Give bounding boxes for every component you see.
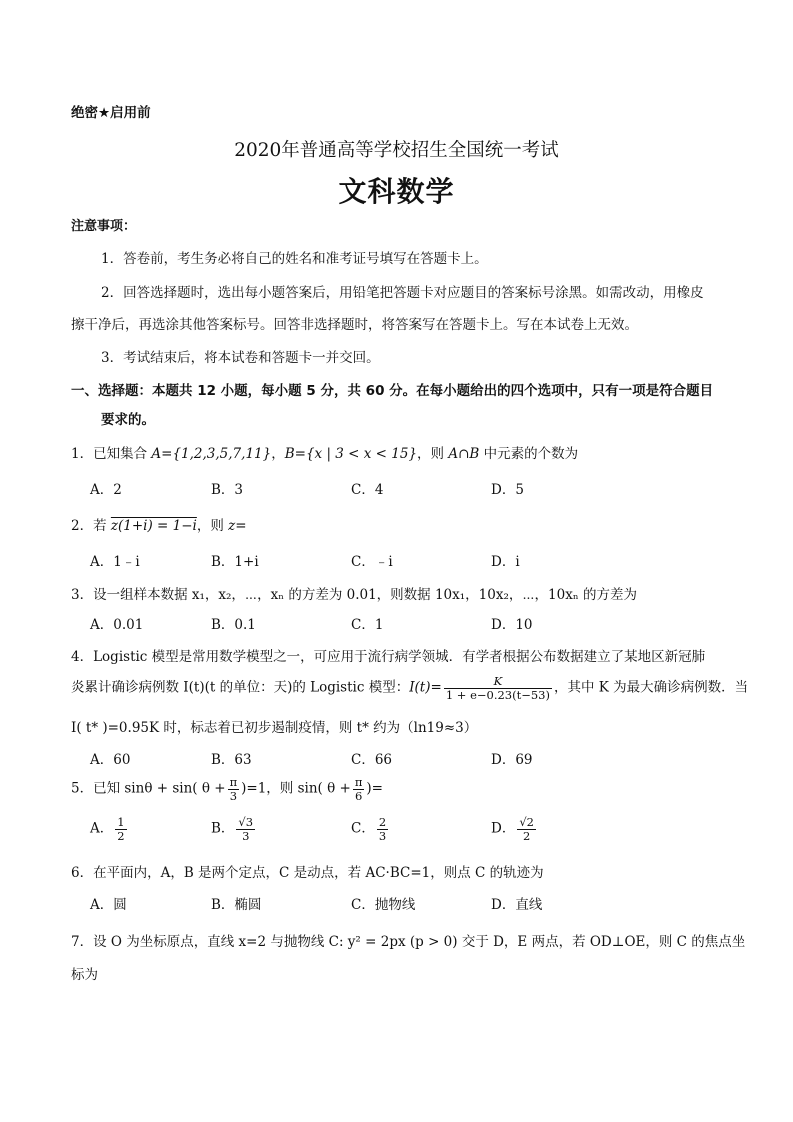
confidential-label: 绝密★启用前 [71, 105, 151, 121]
q5-text-2: )=1，则 sin( θ + [241, 780, 351, 797]
q5-c-num: 2 [378, 815, 387, 829]
q2-text-1: 2．若 [71, 518, 111, 534]
q5-pi6-den: 6 [354, 788, 363, 803]
exam-title: 2020年普通高等学校招生全国统一考试 [234, 140, 559, 161]
question-4-line-2 [71, 675, 748, 701]
q5-c-den: 3 [378, 828, 387, 843]
q4-option-a[interactable]: A．60 [90, 752, 131, 768]
question-7-line-1: 7．设 O 为坐标原点，直线 x=2 与抛物线 C: y² = 2px (p > 0) 交于 D，E 两点，若 OD⊥OE，则 C 的焦点坐 [71, 934, 746, 950]
q2-option-c[interactable]: C．﹣i [351, 554, 393, 570]
q5-c-fraction [377, 816, 388, 842]
question-4-line-1: 4．Logistic 模型是常用数学模型之一，可应用于流行病学领城．有学者根据公布数据建立了某地区新冠肺 [71, 649, 706, 665]
q5-b-num: √3 [238, 815, 254, 829]
q3-option-d[interactable]: D．10 [491, 617, 533, 633]
subject-title: 文科数学 [338, 175, 455, 208]
question-5 [71, 776, 383, 802]
section-heading: 一、选择题：本题共 12 小题，每小题 5 分，共 60 分。在每小题给出的四个选项中，只有一项是符合题目 [71, 383, 714, 399]
q4-formula-lhs: I(t)= [409, 679, 442, 696]
q2-option-b[interactable]: B．1+i [211, 554, 259, 570]
q4-option-b[interactable]: B．63 [211, 752, 252, 768]
q1-intersection: A∩B [448, 446, 480, 462]
q1-text-3: ，则 [417, 446, 449, 462]
q5-pi3-num: π [229, 775, 238, 789]
q4-option-d[interactable]: D．69 [491, 752, 533, 768]
q5-option-a[interactable] [90, 816, 129, 842]
q1-text-1: 1．已知集合 [71, 446, 152, 462]
note-2-cont: 擦干净后，再选涂其他答案标号。回答非选择题时，将答案写在答题卡上。写在本试卷上无效。 [71, 317, 638, 333]
q1-set-a: A={1,2,3,5,7,11} [151, 446, 272, 462]
question-2 [71, 514, 247, 534]
q5-text-1: 5．已知 sinθ + sin( θ + [71, 780, 226, 797]
q5-a-label: A． [90, 820, 114, 837]
q5-d-label: D． [491, 820, 516, 837]
q6-option-a[interactable]: A．圆 [90, 897, 127, 913]
section-heading-cont: 要求的。 [101, 412, 155, 428]
q1-set-b: B={x | 3 < x < 15} [284, 446, 418, 462]
q1-text-4: 中元素的个数为 [479, 446, 579, 462]
q2-option-a[interactable]: A．1﹣i [90, 554, 140, 570]
q2-option-d[interactable]: D．i [491, 554, 520, 570]
q5-c-label: C． [351, 820, 375, 837]
q2-variable: z [228, 518, 236, 534]
q4-option-c[interactable]: C．66 [351, 752, 393, 768]
question-3: 3．设一组样本数据 x₁，x₂，⋯，xₙ 的方差为 0.01，则数据 10x₁，10x₂，⋯，10xₙ 的方差为 [71, 587, 637, 603]
q1-text-2: ， [271, 446, 285, 462]
q5-a-den: 2 [117, 828, 125, 843]
q6-option-c[interactable]: C．抛物线 [351, 897, 416, 913]
q6-option-b[interactable]: B．椭圆 [211, 897, 262, 913]
q5-pi3-den: 3 [229, 788, 238, 803]
notes-heading: 注意事项： [71, 219, 137, 234]
q5-fraction-pi-6 [353, 776, 365, 802]
q1-option-a[interactable]: A．2 [90, 482, 122, 498]
q5-pi6-num: π [354, 775, 363, 789]
q4-formula-denominator: 1 + e−0.23(t−53) [445, 687, 550, 702]
question-4-line-3: I( t* )=0.95K 时，标志着已初步遏制疫情，则 t* 约为（ln19≈3） [71, 720, 478, 736]
q5-option-d[interactable] [491, 816, 538, 842]
q5-a-fraction [115, 816, 126, 842]
question-7-line-2: 标为 [71, 967, 98, 983]
note-2: 2．回答选择题时，选出每小题答案后，用铅笔把答题卡对应题目的答案标号涂黑。如需改动，用橡皮 [101, 285, 704, 301]
q3-option-c[interactable]: C．1 [351, 617, 384, 633]
q4-formula-numerator: K [444, 675, 552, 689]
q2-text-3: = [235, 518, 247, 534]
q4-formula-fraction [444, 675, 552, 701]
q1-option-d[interactable]: D．5 [491, 482, 524, 498]
q5-b-den: 3 [242, 828, 250, 843]
q1-option-c[interactable]: C．4 [351, 482, 384, 498]
q4-text-2a: 炎累计确诊病例数 I(t)(t 的单位：天)的 Logistic 模型： [71, 679, 410, 696]
q5-d-fraction [517, 816, 536, 842]
q5-b-label: B． [211, 820, 235, 837]
q5-d-num: √2 [519, 815, 534, 829]
q5-b-fraction [236, 816, 255, 842]
q1-option-b[interactable]: B．3 [211, 482, 244, 498]
q5-option-c[interactable] [351, 816, 390, 842]
q3-option-b[interactable]: B．0.1 [211, 617, 256, 633]
q4-text-2b: ，其中 K 为最大确诊病例数．当 [554, 679, 749, 696]
q2-expression: z(1+i) = 1−i [110, 518, 197, 534]
q3-option-a[interactable]: A．0.01 [90, 617, 144, 633]
q5-d-den: 2 [522, 828, 531, 843]
question-6: 6．在平面内，A，B 是两个定点，C 是动点，若 AC·BC=1，则点 C 的轨迹为 [71, 865, 544, 881]
q5-text-3: )= [366, 780, 383, 797]
question-1 [71, 442, 578, 462]
q5-option-b[interactable] [211, 816, 257, 842]
note-1: 1．答卷前，考生务必将自己的姓名和准考证号填写在答题卡上。 [101, 251, 488, 267]
q5-a-num: 1 [117, 815, 125, 829]
q2-text-2: ，则 [196, 518, 229, 534]
q5-fraction-pi-3 [228, 776, 240, 802]
q6-option-d[interactable]: D．直线 [491, 897, 543, 913]
note-3: 3．考试结束后，将本试卷和答题卡一并交回。 [101, 350, 380, 366]
